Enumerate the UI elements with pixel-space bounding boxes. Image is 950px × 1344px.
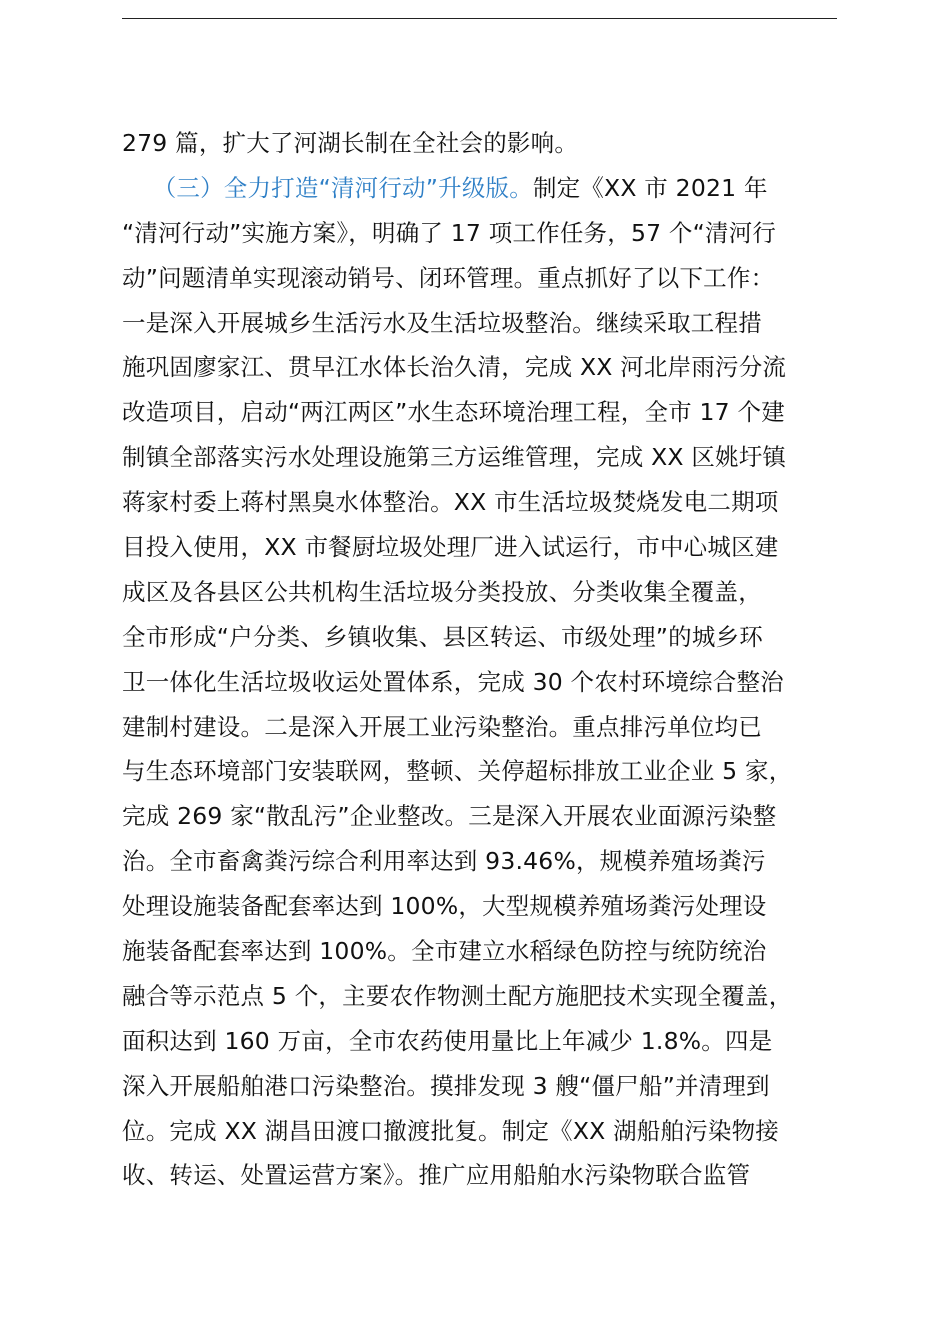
text-line: 成区及各县区公共机构生活垃圾分类投放、分类收集全覆盖， (122, 577, 762, 606)
text-line: 蒋家村委上蒋村黑臭水体整治。XX 市生活垃圾焚烧发电二期项 (122, 488, 779, 517)
text-line: 深入开展船舶港口污染整治。摸排发现 3 艘“僵尸船”并清理到 (122, 1071, 770, 1100)
text-line: 目投入使用，XX 市餐厨垃圾处理厂进入试运行，市中心城区建 (122, 533, 779, 562)
text-line: 与生态环境部门安装联网，整顿、关停超标排放工业企业 5 家， (122, 757, 793, 786)
text-line: 一是深入开展城乡生活污水及生活垃圾整治。继续采取工程措 (122, 308, 762, 337)
text-line: 施装备配套率达到 100%。全市建立水稻绿色防控与统防统治 (122, 937, 767, 966)
text-line: 卫一体化生活垃圾收运处置体系，完成 30 个农村环境综合整治 (122, 667, 784, 696)
text-line: 制镇全部落实污水处理设施第三方运维管理，完成 XX 区姚圩镇 (122, 443, 787, 472)
text-line: 完成 269 家“散乱污”企业整改。三是深入开展农业面源污染整 (122, 802, 777, 831)
text-line: 建制村建设。二是深入开展工业污染整治。重点排污单位均已 (122, 712, 762, 741)
text-line: 处理设施装备配套率达到 100%，大型规模养殖场粪污处理设 (122, 892, 767, 921)
text-line: 全市形成“户分类、乡镇收集、县区转运、市级处理”的城乡环 (122, 622, 763, 651)
document-body (122, 121, 882, 1198)
text-line: 融合等示范点 5 个，主要农作物测土配方施肥技术实现全覆盖， (122, 981, 793, 1010)
section-heading-rest: 制定《XX 市 2021 年 (532, 173, 768, 202)
text-line: 收、转运、处置运营方案》。推广应用船舶水污染物联合监管 (122, 1161, 751, 1190)
header-rule (122, 18, 837, 19)
text-line: 动”问题清单实现滚动销号、闭环管理。重点抓好了以下工作： (122, 263, 775, 292)
section-heading-line (122, 166, 882, 211)
text-line-1: 279 篇，扩大了河湖长制在全社会的影响。 (122, 129, 579, 157)
text-line: 治。全市畜禽粪污综合利用率达到 93.46%，规模养殖场粪污 (122, 847, 766, 876)
section-heading: （三）全力打造“清河行动”升级版。 (152, 173, 533, 202)
text-line: 位。完成 XX 湖昌田渡口撤渡批复。制定《XX 湖船舶污染物接 (122, 1116, 780, 1145)
indent (122, 174, 153, 202)
text-line: 施巩固廖家江、贯早江水体长治久清，完成 XX 河北岸雨污分流 (122, 353, 787, 382)
text-line: 改造项目，启动“两江两区”水生态环境治理工程，全市 17 个建 (122, 398, 785, 427)
text-line: “清河行动”实施方案》，明确了 17 项工作任务，57 个“清河行 (122, 218, 777, 247)
text-line: 面积达到 160 万亩，全市农药使用量比上年减少 1.8%。四是 (122, 1026, 773, 1055)
